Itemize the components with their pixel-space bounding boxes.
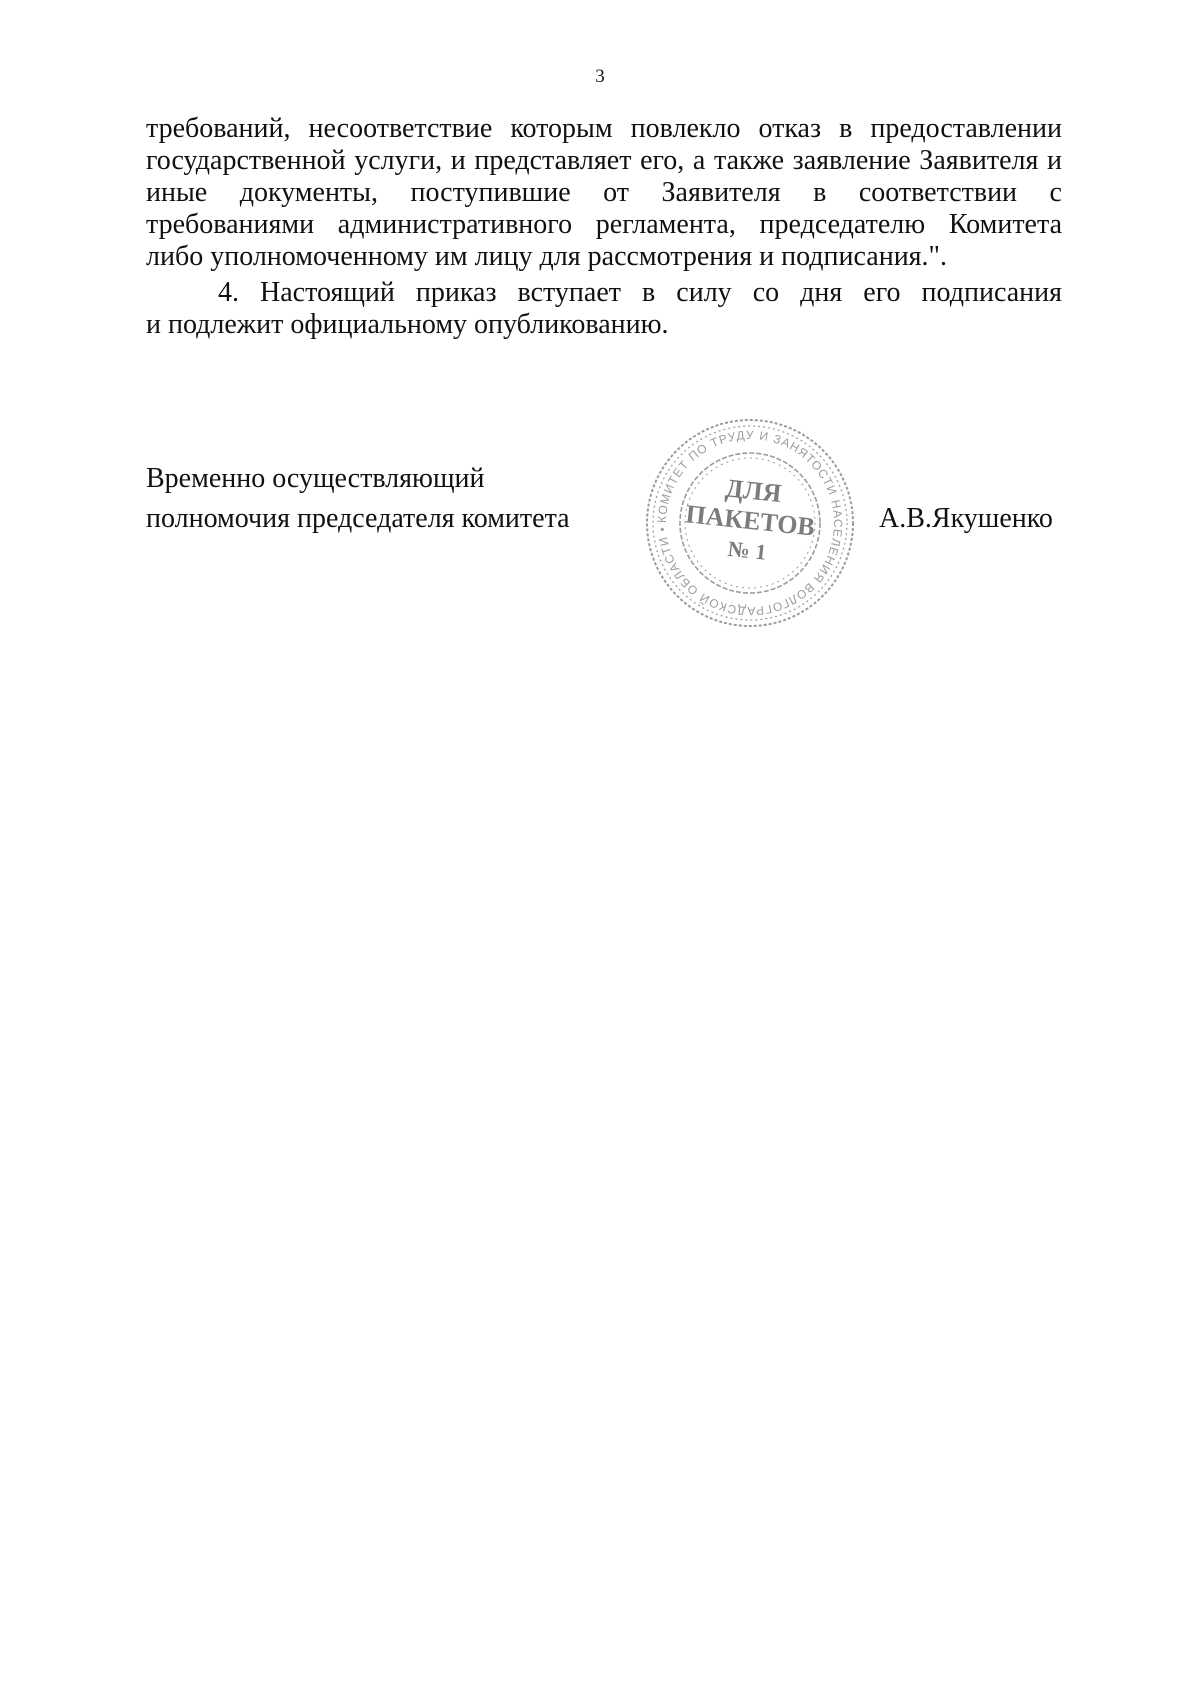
signatory-title-line: Временно осуществляющий bbox=[146, 463, 485, 494]
stamp-ring-text: КОМИТЕТ ПО ТРУДУ И ЗАНЯТОСТИ НАСЕЛЕНИЯ ВОЛГОГРАДСКОЙ ОБЛАСТИ • bbox=[654, 427, 846, 619]
official-stamp-seal bbox=[640, 413, 860, 633]
signatory-title-line: полномочия председателя комитета bbox=[146, 503, 570, 534]
text-line: 4. Настоящий приказ вступает в силу со дня его подписания bbox=[218, 277, 1062, 308]
text-line: и подлежит официальному опубликованию. bbox=[146, 309, 669, 340]
paragraph-4 bbox=[146, 277, 1062, 341]
text-line: либо уполномоченному им лицу для рассмотрения и подписания.". bbox=[146, 241, 947, 272]
stamp-center-line: ПАКЕТОВ bbox=[684, 499, 817, 542]
signatory-name: А.В.Якушенко bbox=[879, 503, 1053, 534]
signatory-title bbox=[146, 459, 570, 539]
page-number: 3 bbox=[595, 66, 605, 87]
stamp-center-line: № 1 bbox=[726, 535, 768, 565]
text-line: требований, несоответствие которым повлекло отказ в предоставлении bbox=[146, 113, 1062, 144]
text-line: государственной услуги, и представляет его, а также заявление Заявителя и bbox=[146, 145, 1062, 176]
text-line: иные документы, поступившие от Заявителя в соответствии с bbox=[146, 177, 1062, 208]
text-line: требованиями административного регламента, председателю Комитета bbox=[146, 209, 1062, 240]
stamp-center-line: ДЛЯ bbox=[724, 473, 783, 509]
paragraph-continued bbox=[146, 113, 1062, 273]
